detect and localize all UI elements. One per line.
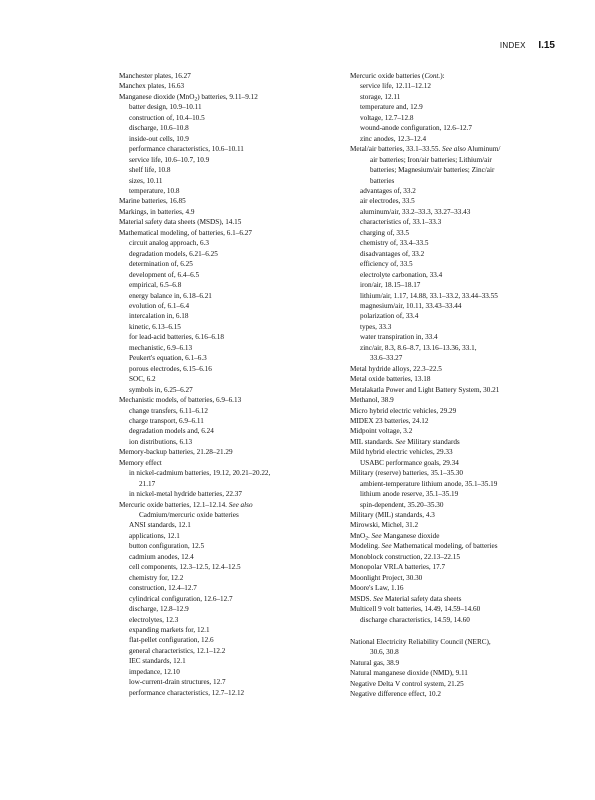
index-subentry: zinc anodes, 12.3–12.4 [360, 134, 427, 143]
index-subentry: service life, 12.11–12.12 [360, 82, 431, 91]
index-entry-continuation: batteries [370, 176, 395, 185]
index-subentry: electrolytes, 12.3 [129, 615, 179, 624]
index-subentry: disadvantages of, 33.2 [360, 249, 425, 258]
index-entry: Manchex plates, 16.63 [119, 82, 185, 91]
index-subentry: for lead-acid batteries, 6.16–6.18 [129, 333, 224, 342]
index-entry: Material safety data sheets (MSDS), 14.15 [119, 218, 242, 227]
index-entry: Monoblock construction, 22.13–22.15 [350, 552, 460, 561]
index-subentry: low-current-drain structures, 12.7 [129, 678, 226, 687]
index-entry: Mercuric oxide batteries, 12.1–12.14. See also [119, 500, 253, 509]
index-subentry: construction, 12.4–12.7 [129, 584, 197, 593]
index-subentry: lithium/air, 1.17, 14.88, 33.1–33.2, 33.44–33.55 [360, 291, 498, 300]
index-subentry: storage, 12.11 [360, 92, 401, 101]
index-subentry: sizes, 10.11 [129, 176, 163, 185]
index-subentry: circuit analog approach, 6.3 [129, 239, 210, 248]
index-entry-continuation: 21.17 [139, 479, 156, 488]
index-subentry: in nickel-metal hydride batteries, 22.37 [129, 490, 242, 499]
index-entry: Mercuric oxide batteries (Cont.): [350, 72, 445, 80]
page-header [500, 40, 555, 51]
index-entry-continuation: 33.6–33.27 [370, 354, 403, 363]
index-subentry: zinc/air, 8.3, 8.6–8.7, 13.16–13.36, 33.1, [360, 343, 477, 352]
index-subentry: charging of, 33.5 [360, 228, 409, 237]
index-entry: Memory effect [119, 458, 162, 467]
index-subentry: intercalation in, 6.18 [129, 312, 189, 321]
index-entry: Negative difference effect, 10.2 [350, 690, 441, 699]
index-subentry: degradation models, 6.21–6.25 [129, 249, 218, 258]
index-entry: National Electricity Reliability Council (NERC), [350, 638, 491, 647]
index-subentry: mechanistic, 6.9–6.13 [129, 343, 193, 352]
index-subentry: discharge, 10.6–10.8 [129, 124, 189, 133]
index-subentry: development of, 6.4–6.5 [129, 270, 200, 279]
index-entry: Metal/air batteries, 33.1–33.55. See also Aluminum/ [350, 145, 501, 154]
index-subentry: aluminum/air, 33.2–33.3, 33.27–33.43 [360, 207, 471, 216]
index-subentry: magnesium/air, 10.11, 33.43–33.44 [360, 301, 462, 310]
index-subentry: efficiency of, 33.5 [360, 260, 413, 269]
index-subentry: energy balance in, 6.18–6.21 [129, 291, 212, 300]
index-entry: Negative Delta V control system, 21.25 [350, 679, 464, 688]
index-subentry: advantages of, 33.2 [360, 186, 416, 195]
index-entry: Moore's Law, 1.16 [350, 584, 404, 593]
index-subentry: cylindrical configuration, 12.6–12.7 [129, 594, 233, 603]
index-subentry: porous electrodes, 6.15–6.16 [129, 364, 212, 373]
index-subentry: IEC standards, 12.1 [129, 657, 186, 666]
index-subentry: flat-pellet configuration, 12.6 [129, 636, 214, 645]
index-entry: Military (MIL) standards, 4.3 [350, 511, 435, 520]
index-subentry: change transfers, 6.11–6.12 [129, 406, 208, 415]
index-subentry: kinetic, 6.13–6.15 [129, 322, 181, 331]
index-entry: Metal oxide batteries, 13.18 [350, 375, 431, 384]
index-column-left [119, 71, 344, 698]
index-subentry: iron/air, 18.15–18.17 [360, 281, 421, 290]
index-entry: Natural manganese dioxide (NMD), 9.11 [350, 669, 468, 678]
index-entry-continuation: 30.6, 30.8 [370, 648, 399, 657]
index-subentry: cell components, 12.3–12.5, 12.4–12.5 [129, 563, 241, 572]
index-subentry: characteristics of, 33.1–33.3 [360, 218, 442, 227]
index-subentry: shelf life, 10.8 [129, 166, 171, 175]
index-entry: Micro hybrid electric vehicles, 29.29 [350, 406, 457, 415]
index-subentry: USABC performance goals, 29.34 [360, 458, 459, 467]
index-entry: MnO$_2$. See Manganese dioxide [350, 531, 440, 542]
entry-gap [350, 625, 580, 637]
index-entry: Markings, in batteries, 4.9 [119, 207, 195, 216]
index-subentry: ANSI standards, 12.1 [129, 521, 191, 530]
index-entry: Manchester plates, 16.27 [119, 72, 191, 80]
index-subentry: lithium anode reserve, 35.1–35.19 [360, 490, 459, 499]
index-subentry: water transpiration in, 33.4 [360, 333, 438, 342]
index-entry: Marine batteries, 16.85 [119, 197, 186, 206]
index-subentry: button configuration, 12.5 [129, 542, 205, 551]
index-entry: Multicell 9 volt batteries, 14.49, 14.59–14.60 [350, 605, 481, 614]
index-entry: Methanol, 38.9 [350, 396, 394, 405]
index-subentry: polarization of, 33.4 [360, 312, 419, 321]
index-entry: Midpoint voltage, 3.2 [350, 427, 413, 436]
index-subentry: symbols in, 6.25–6.27 [129, 385, 193, 394]
index-entry-continuation: air batteries; Iron/air batteries; Lithium/air [370, 155, 492, 164]
index-entry: Metalakatla Power and Light Battery System, 30.21 [350, 385, 500, 394]
index-subentry: wound-anode configuration, 12.6–12.7 [360, 124, 472, 133]
index-entry: Mild hybrid electric vehicles, 29.33 [350, 448, 453, 457]
index-subentry: chemistry for, 12.2 [129, 573, 184, 582]
index-subentry: SOC, 6.2 [129, 375, 156, 384]
index-subentry: performance characteristics, 10.6–10.11 [129, 145, 244, 154]
index-subentry: evolution of, 6.1–6.4 [129, 301, 190, 310]
index-subentry: applications, 12.1 [129, 531, 180, 540]
index-subentry: performance characteristics, 12.7–12.12 [129, 688, 245, 697]
index-entry-continuation: Cadmium/mercuric oxide batteries [139, 511, 239, 520]
index-entry: MIL standards. See Military standards [350, 437, 460, 446]
index-subentry: discharge characteristics, 14.59, 14.60 [360, 615, 470, 624]
index-subentry: ion distributions, 6.13 [129, 437, 193, 446]
index-subentry: discharge, 12.8–12.9 [129, 605, 189, 614]
index-subentry: Peukert's equation, 6.1–6.3 [129, 354, 207, 363]
index-subentry: general characteristics, 12.1–12.2 [129, 646, 226, 655]
section-label: INDEX [499, 41, 526, 50]
index-subentry: types, 33.3 [360, 322, 392, 331]
index-entry: Monopolar VRLA batteries, 17.7 [350, 563, 446, 572]
index-subentry: service life, 10.6–10.7, 10.9 [129, 155, 210, 164]
index-subentry: in nickel-cadmium batteries, 19.12, 20.21–20.22, [129, 469, 271, 478]
index-subentry: charge transport, 6.9–6.11 [129, 416, 204, 425]
index-subentry: determination of, 6.25 [129, 260, 193, 269]
index-subentry: voltage, 12.7–12.8 [360, 113, 414, 122]
index-entry: Manganese dioxide (MnO$_2$) batteries, 9.11–9.12 [119, 92, 258, 103]
index-subentry: empirical, 6.5–6.8 [129, 281, 182, 290]
index-subentry: air electrodes, 33.5 [360, 197, 415, 206]
index-subentry: spin-dependent, 35.20–35.30 [360, 500, 444, 509]
index-column-right [350, 71, 580, 700]
index-entry: Mirowski, Michel, 31.2 [350, 521, 419, 530]
index-entry: MSDS. See Material safety data sheets [350, 594, 462, 603]
index-entry: Modeling. See Mathematical modeling, of batteries [350, 542, 498, 551]
index-entry: Memory-backup batteries, 21.28–21.29 [119, 448, 233, 457]
index-subentry: batter design, 10.9–10.11 [129, 103, 202, 112]
index-subentry: electrolyte carbonation, 33.4 [360, 270, 443, 279]
index-subentry: impedance, 12.10 [129, 667, 180, 676]
index-subentry: construction of, 10.4–10.5 [129, 113, 205, 122]
index-entry: MIDEX 23 batteries, 24.12 [350, 416, 429, 425]
index-entry: Mathematical modeling, of batteries, 6.1–6.27 [119, 228, 252, 237]
index-subentry: temperature, 10.8 [129, 186, 180, 195]
index-subentry: temperature and, 12.9 [360, 103, 423, 112]
index-subentry: ambient-temperature lithium anode, 35.1–35.19 [360, 479, 498, 488]
index-subentry: chemistry of, 33.4–33.5 [360, 239, 429, 248]
index-entry: Moonlight Project, 30.30 [350, 573, 423, 582]
index-subentry: degradation models and, 6.24 [129, 427, 214, 436]
index-entry: Metal hydride alloys, 22.3–22.5 [350, 364, 442, 373]
page-number: I.15 [538, 40, 555, 51]
index-entry: Military (reserve) batteries, 35.1–35.30 [350, 469, 463, 478]
index-entry-continuation: batteries; Magnesium/air batteries; Zinc/air [370, 166, 495, 175]
index-subentry: cadmium anodes, 12.4 [129, 552, 194, 561]
index-entry: Mechanistic models, of batteries, 6.9–6.13 [119, 396, 242, 405]
index-subentry: expanding markets for, 12.1 [129, 626, 210, 635]
index-subentry: inside-out cells, 10.9 [129, 134, 189, 143]
index-entry: Natural gas, 38.9 [350, 658, 400, 667]
